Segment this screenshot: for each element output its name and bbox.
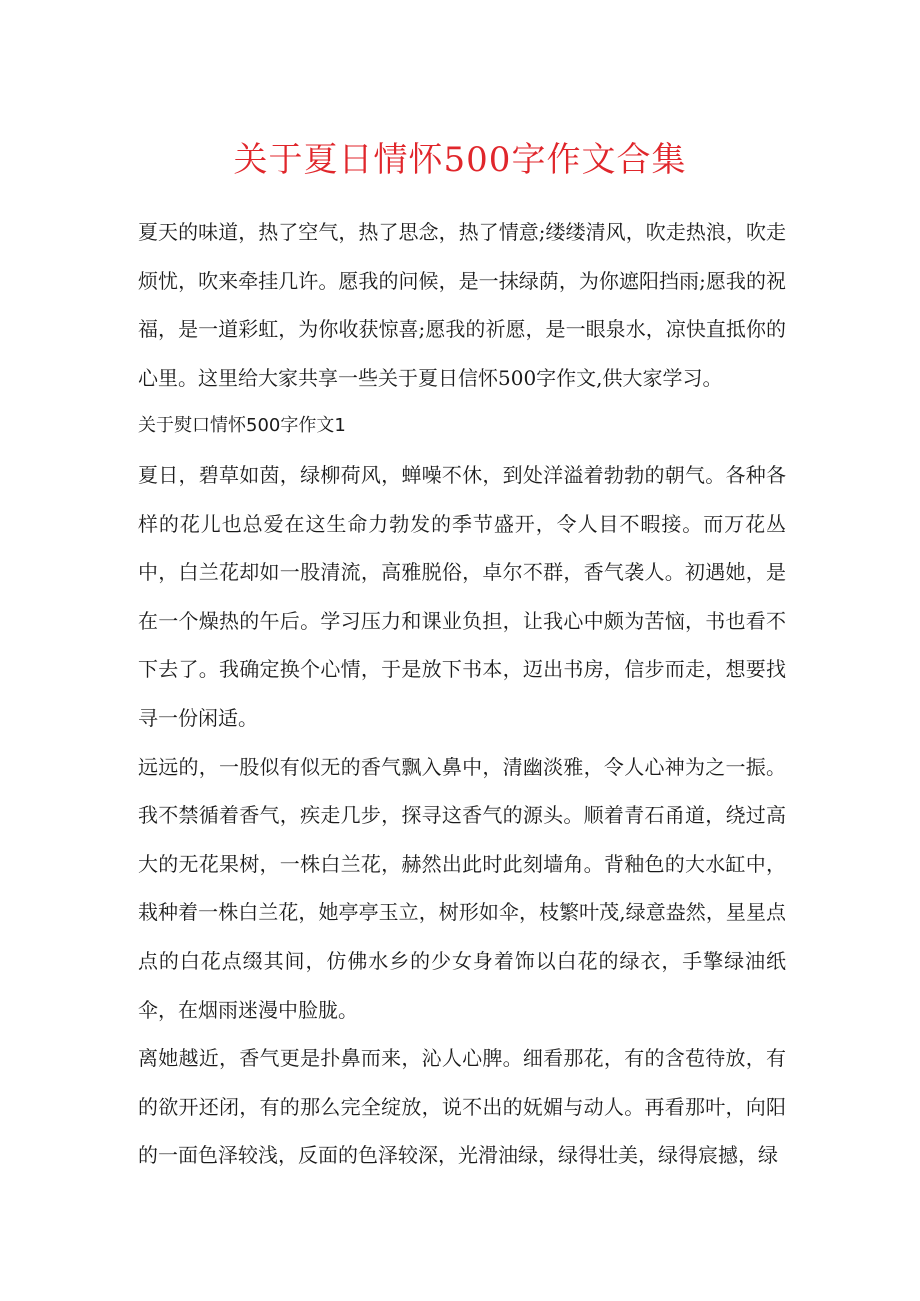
- body-paragraph-1: 夏日，碧草如茵，绿柳荷风，蝉噪不休，到处洋溢着勃勃的朝气。各种各样的花儿也总爱在这生命力勃发的季节盛开，令人目不暇接。而万花丛中，白兰花却如一股清流，高雅脱俗，卓尔不群，香气袭人。初遇她，是在一个燥热的午后。学习压力和课业负担，让我心中颇为苦恼，书也看不下去了。我确定换个心情，于是放下书本，迈出书房，信步而走，想要找寻一份闲适。: [138, 462, 786, 730]
- body-paragraph-2: 远远的，一股似有似无的香气飘入鼻中，清幽淡雅，令人心神为之一振。我不禁循着香气，疾走几步，探寻这香气的源头。顺着青石甬道，绕过高大的无花果树，一株白兰花，赫然出此时此刻墙角。背釉色的大水缸中，栽种着一株白兰花，她亭亭玉立，树形如伞，枝繁叶茂,绿意盎然，星星点点的白花点缀其间，仿佛水乡的少女身着饰以白花的绿衣，手擎绿油纸伞，在烟雨迷漫中脸胧。: [138, 754, 786, 1022]
- body-paragraph-3: 离她越近，香气更是扑鼻而来，沁人心脾。细看那花，有的含苞待放，有的欲开还闭，有的那么完全绽放，说不出的妩媚与动人。再看那叶，向阳的一面色泽较浅，反面的色泽较深，光滑油绿，绿得壮美，绿得宸撼，绿: [138, 1046, 786, 1168]
- intro-paragraph: 夏天的味道，热了空气，热了思念，热了情意;缕缕清风，吹走热浪，吹走烦忧，吹来牵挂几许。愿我的问候，是一抹绿荫，为你遮阳挡雨;愿我的祝福，是一道彩虹，为你收获惊喜;愿我的祈愿，是一眼泉水，凉快直抵你的心里。这里给大家共享一些关于夏日信怀500字作文,供大家学习。: [138, 220, 786, 390]
- section-heading: 关于熨口情怀500字作文1: [138, 415, 346, 437]
- document-body: [138, 208, 786, 1180]
- document-title: 关于夏日情怀500字作文合集: [233, 140, 687, 180]
